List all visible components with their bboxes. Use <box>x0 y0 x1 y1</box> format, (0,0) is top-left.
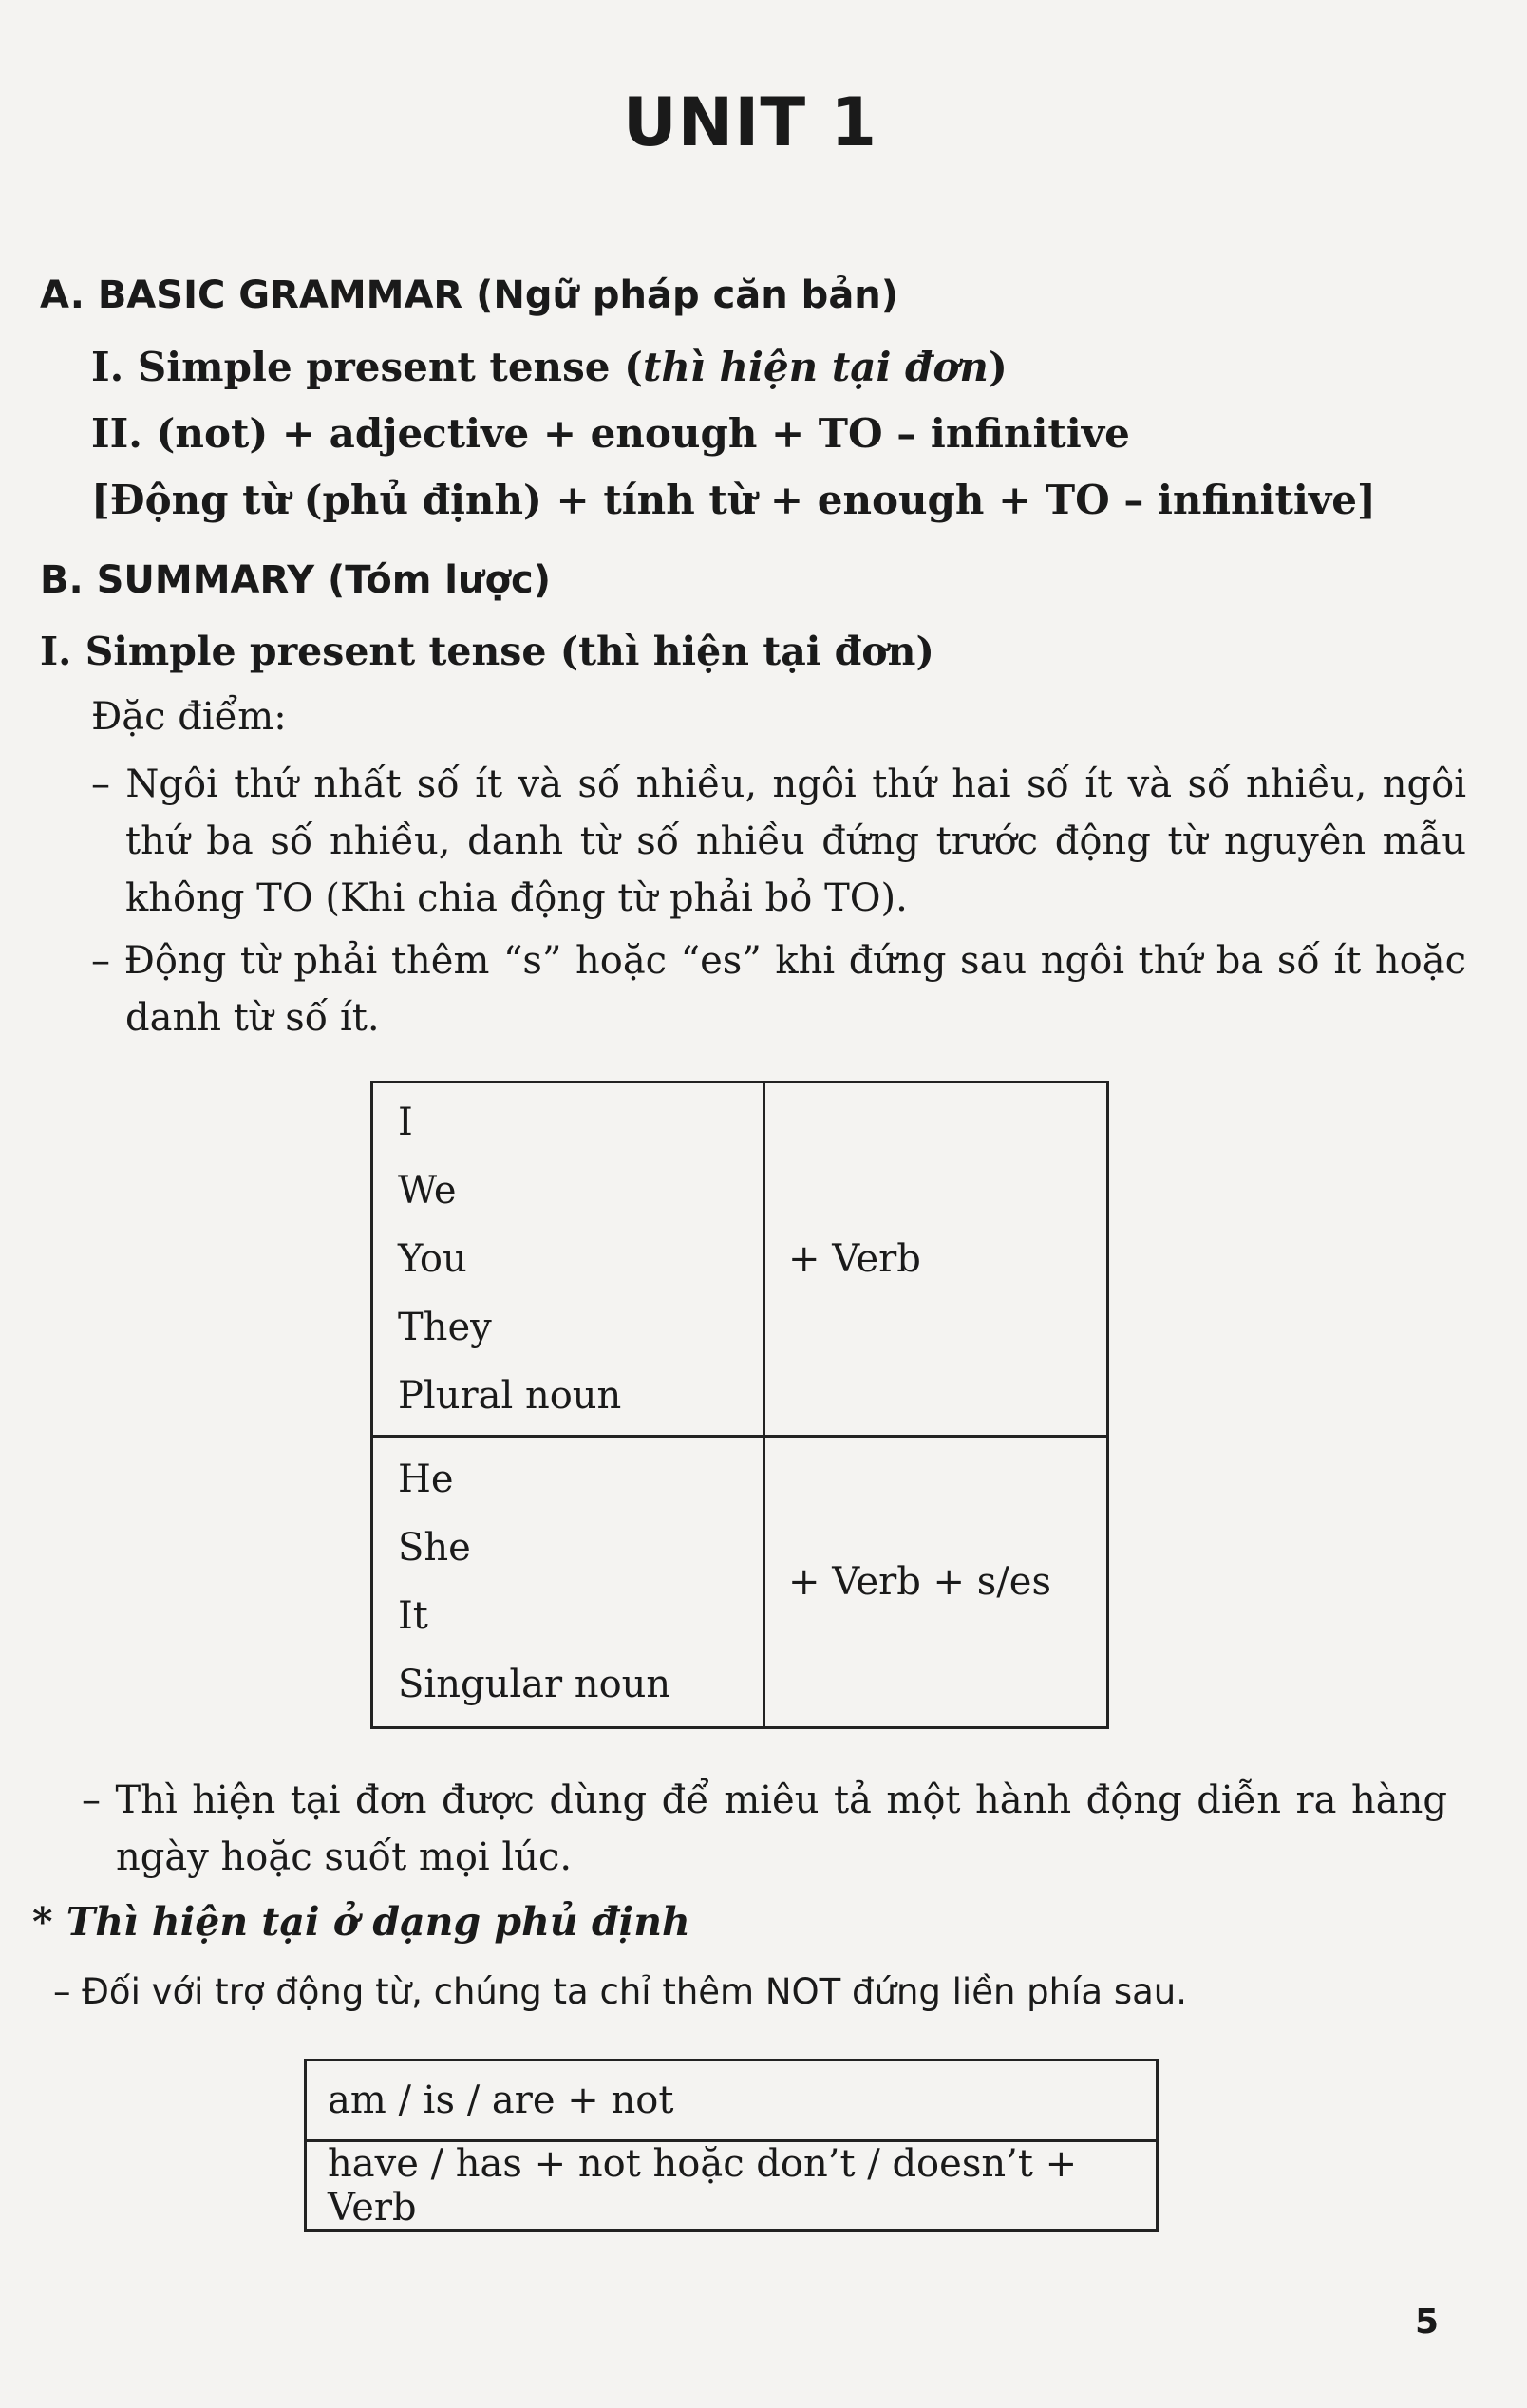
negative-form-table <box>304 2059 1159 2232</box>
plural-subjects-cell <box>372 1082 764 1437</box>
negative-row-1 <box>306 2060 1158 2141</box>
negative-heading: * Thì hiện tại ở dạng phủ định <box>32 1899 690 1945</box>
subject-she: She <box>398 1526 471 1570</box>
section-a-heading: A. BASIC GRAMMAR (Ngữ pháp căn bản) <box>40 273 899 317</box>
subject-we: We <box>398 1169 457 1213</box>
feature-bullet-2: – Động từ phải thêm “s” hoặc “es” khi đứng sau ngôi thứ ba số ít hoặc danh từ số ít. <box>91 939 1466 1040</box>
subject-he: He <box>398 1458 454 1501</box>
singular-verb-form: + Verb + s/es <box>788 1560 1051 1604</box>
subject-singular-noun: Singular noun <box>398 1663 671 1706</box>
features-label: Đặc điểm: <box>91 695 287 739</box>
grammar-item-1-prefix: I. Simple present tense ( <box>91 344 643 390</box>
subject-you: You <box>398 1237 467 1281</box>
negative-form-have-do: have / has + not hoặc don’t / doesn’t + Verb <box>328 2142 1078 2229</box>
grammar-item-1 <box>91 344 1008 390</box>
plural-verb-form: + Verb <box>788 1237 921 1281</box>
usage-note: – Thì hiện tại đơn được dùng để miêu tả một hành động diễn ra hàng ngày hoặc suốt mọi lúc. <box>82 1778 1447 1879</box>
negative-rule: – Đối với trợ động từ, chúng ta chỉ thêm NOT đứng liền phía sau. <box>53 1971 1187 2012</box>
subject-plural-noun: Plural noun <box>398 1374 622 1418</box>
negative-row-2 <box>306 2141 1158 2231</box>
subject-it: It <box>398 1594 428 1638</box>
grammar-item-1-suffix: ) <box>988 344 1008 390</box>
plural-subjects-row <box>372 1082 1108 1437</box>
negative-form-be: am / is / are + not <box>328 2079 674 2122</box>
feature-bullet-1: – Ngôi thứ nhất số ít và số nhiều, ngôi thứ hai số ít và số nhiều, ngôi thứ ba số nhiều, danh từ số nhiều đứng trước động từ nguyên mẫu không TO (Khi chia động từ phải bỏ TO). <box>91 762 1466 920</box>
grammar-item-2: II. (not) + adjective + enough + TO – infinitive <box>91 410 1130 457</box>
subject-i: I <box>398 1101 413 1144</box>
singular-subjects-cell <box>372 1437 764 1728</box>
grammar-item-1-italic: thì hiện tại đơn <box>642 344 989 390</box>
summary-subheading: I. Simple present tense (thì hiện tại đơn) <box>40 629 934 674</box>
negative-cell-1 <box>306 2060 1158 2141</box>
subject-they: They <box>398 1306 492 1349</box>
singular-verb-form-cell <box>764 1437 1108 1728</box>
singular-subjects-row <box>372 1437 1108 1728</box>
section-b-heading: B. SUMMARY (Tóm lược) <box>40 558 551 602</box>
negative-cell-2 <box>306 2141 1158 2231</box>
unit-title: UNIT 1 <box>622 84 878 161</box>
page-number: 5 <box>1415 2303 1440 2342</box>
verb-form-table <box>370 1081 1109 1729</box>
plural-verb-form-cell <box>764 1082 1108 1437</box>
grammar-item-3: [Động từ (phủ định) + tính từ + enough + TO – infinitive] <box>91 477 1376 523</box>
